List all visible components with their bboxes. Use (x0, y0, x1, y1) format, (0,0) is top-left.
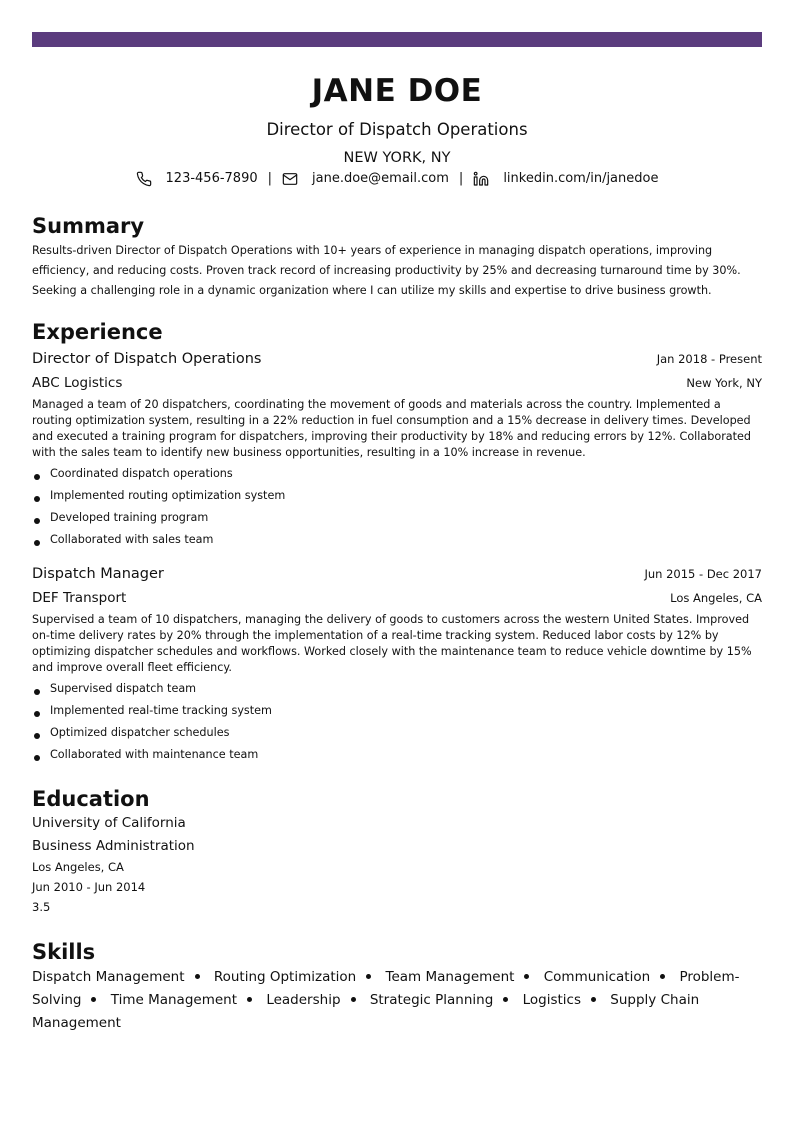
summary-heading: Summary (32, 214, 145, 238)
list-item: Implemented real-time tracking system (32, 700, 762, 722)
education-heading: Education (32, 787, 150, 811)
bullet-icon (34, 733, 40, 739)
education-school: University of California (32, 815, 186, 831)
list-item: Supervised dispatch team (32, 678, 762, 700)
job-description: Supervised a team of 10 dispatchers, managing the delivery of goods to customers across the western United States. Improved on-time delivery rates by 20% through the implementation of a real-time tracking system. Reduced labor costs by 12% by optimizing dispatcher schedules and workflows. Worked closely with the maintenance team to reduce vehicle downtime by 15% and improve overall fleet efficiency. (32, 613, 752, 674)
contact-line (32, 169, 762, 189)
skill-separator-icon (660, 974, 665, 979)
accent-bar (32, 32, 762, 47)
skill-separator-icon (195, 974, 200, 979)
list-item: Collaborated with maintenance team (32, 744, 762, 766)
candidate-location: NEW YORK, NY (343, 150, 451, 166)
list-item: Collaborated with sales team (32, 529, 762, 551)
skill-item: Logistics (522, 992, 581, 1008)
education-dates: Jun 2010 - Jun 2014 (32, 880, 146, 894)
bullet-icon (34, 755, 40, 761)
contact-separator: | (458, 171, 464, 186)
skill-separator-icon (366, 974, 371, 979)
skill-item: Dispatch Management (32, 969, 185, 985)
summary-text: Results-driven Director of Dispatch Operations with 10+ years of experience in managing dispatch operations, improving efficiency, and reducing costs. Proven track record of increasing productivity by 25% and decreasing turnaround time by 30%. Seeking a challenging role in a dynamic organization where I can utilize my skills and expertise to drive business growth. (32, 244, 741, 297)
skill-separator-icon (591, 997, 596, 1002)
skill-separator-icon (351, 997, 356, 1002)
education-location: Los Angeles, CA (32, 860, 124, 874)
phone-icon (136, 171, 152, 187)
bullet-icon (34, 540, 40, 546)
job-role: Director of Dispatch Operations (32, 351, 262, 367)
email-link[interactable]: jane.doe@email.com (312, 171, 449, 186)
linkedin-icon (473, 171, 489, 187)
skill-separator-icon (524, 974, 529, 979)
skill-separator-icon (503, 997, 508, 1002)
job-company: ABC Logistics (32, 375, 123, 391)
job-dates: Jun 2015 - Dec 2017 (644, 567, 762, 581)
job-description: Managed a team of 20 dispatchers, coordinating the movement of goods and materials across the country. Implemented a routing optimization system, resulting in a 22% reduction in fuel consumption and a 15% decrease in delivery times. Developed and executed a training program for dispatchers, improving their productivity by 18% and reducing errors by 12%. Collaborated with the sales team to identify new business opportunities, resulting in a 10% increase in revenue. (32, 398, 752, 459)
skills-heading: Skills (32, 940, 96, 964)
job-entry (32, 564, 762, 766)
skill-item: Routing Optimization (213, 969, 357, 985)
resume-page (32, 32, 762, 1035)
skills-list (32, 966, 762, 1035)
skill-item: Problem-Solving (32, 969, 740, 1008)
bullet-icon (34, 689, 40, 695)
job-location: New York, NY (686, 376, 762, 390)
bullet-icon (34, 518, 40, 524)
skill-separator-icon (247, 997, 252, 1002)
experience-heading: Experience (32, 320, 163, 344)
contact-separator: | (267, 171, 273, 186)
list-item: Optimized dispatcher schedules (32, 722, 762, 744)
education-gpa: 3.5 (32, 900, 51, 914)
skill-item: Strategic Planning (369, 992, 494, 1008)
linkedin-link[interactable]: linkedin.com/in/janedoe (503, 171, 659, 186)
job-dates: Jan 2018 - Present (656, 352, 762, 366)
candidate-title: Director of Dispatch Operations (266, 120, 528, 139)
bullet-icon (34, 474, 40, 480)
bullet-icon (34, 496, 40, 502)
job-company: DEF Transport (32, 590, 127, 606)
skill-item: Team Management (385, 969, 515, 985)
candidate-name: JANE DOE (311, 73, 483, 109)
job-role: Dispatch Manager (32, 566, 164, 582)
job-location: Los Angeles, CA (670, 591, 762, 605)
education-degree: Business Administration (32, 838, 195, 854)
list-item: Coordinated dispatch operations (32, 463, 762, 485)
skill-item: Leadership (266, 992, 341, 1008)
job-bullets (32, 463, 762, 551)
skill-separator-icon (91, 997, 96, 1002)
list-item: Implemented routing optimization system (32, 485, 762, 507)
list-item: Developed training program (32, 507, 762, 529)
mail-icon (282, 171, 298, 187)
skill-item: Communication (543, 969, 651, 985)
job-entry (32, 349, 762, 551)
resume-header (32, 73, 762, 189)
job-bullets (32, 678, 762, 766)
skill-item: Supply Chain Management (32, 992, 700, 1031)
phone-number[interactable]: 123-456-7890 (165, 171, 258, 186)
bullet-icon (34, 711, 40, 717)
skill-item: Time Management (110, 992, 238, 1008)
